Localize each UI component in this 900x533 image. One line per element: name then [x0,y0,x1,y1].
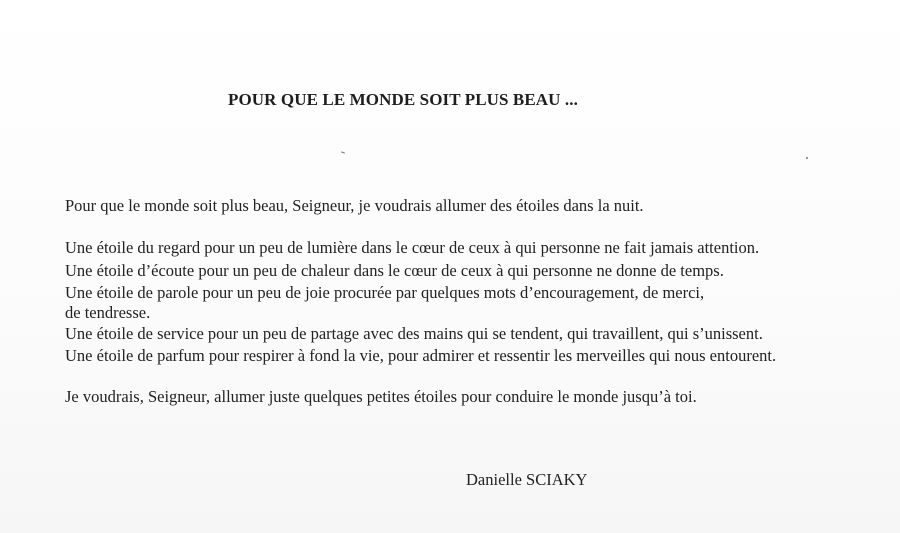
closing-line: Je voudrais, Seigneur, allumer juste quelques petites étoiles pour conduire le monde jusqu’à toi. [65,387,697,406]
stanza-line: Une étoile de parole pour un peu de joie procurée par quelques mots d’encouragement, de merci, [65,283,705,302]
author-signature: Danielle SCIAKY [466,470,588,489]
stanza-line: Une étoile de service pour un peu de partage avec des mains qui se tendent, qui travaillent, qui s’unissent. [65,324,763,343]
intro-line: Pour que le monde soit plus beau, Seigneur, je voudrais allumer des étoiles dans la nuit. [65,196,644,215]
document-title: POUR QUE LE MONDE SOIT PLUS BEAU ... [228,90,578,109]
scan-speck [341,151,345,153]
stanza-line: Une étoile d’écoute pour un peu de chaleur dans le cœur de ceux à qui personne ne donne de temps. [65,261,724,280]
stanza-line: de tendresse. [65,303,151,322]
stanza-line: Une étoile de parfum pour respirer à fond la vie, pour admirer et ressentir les merveilles qui nous entourent. [65,346,777,365]
stanza-line: Une étoile du regard pour un peu de lumière dans le cœur de ceux à qui personne ne fait jamais attention. [65,238,760,257]
scan-speck [806,157,808,159]
